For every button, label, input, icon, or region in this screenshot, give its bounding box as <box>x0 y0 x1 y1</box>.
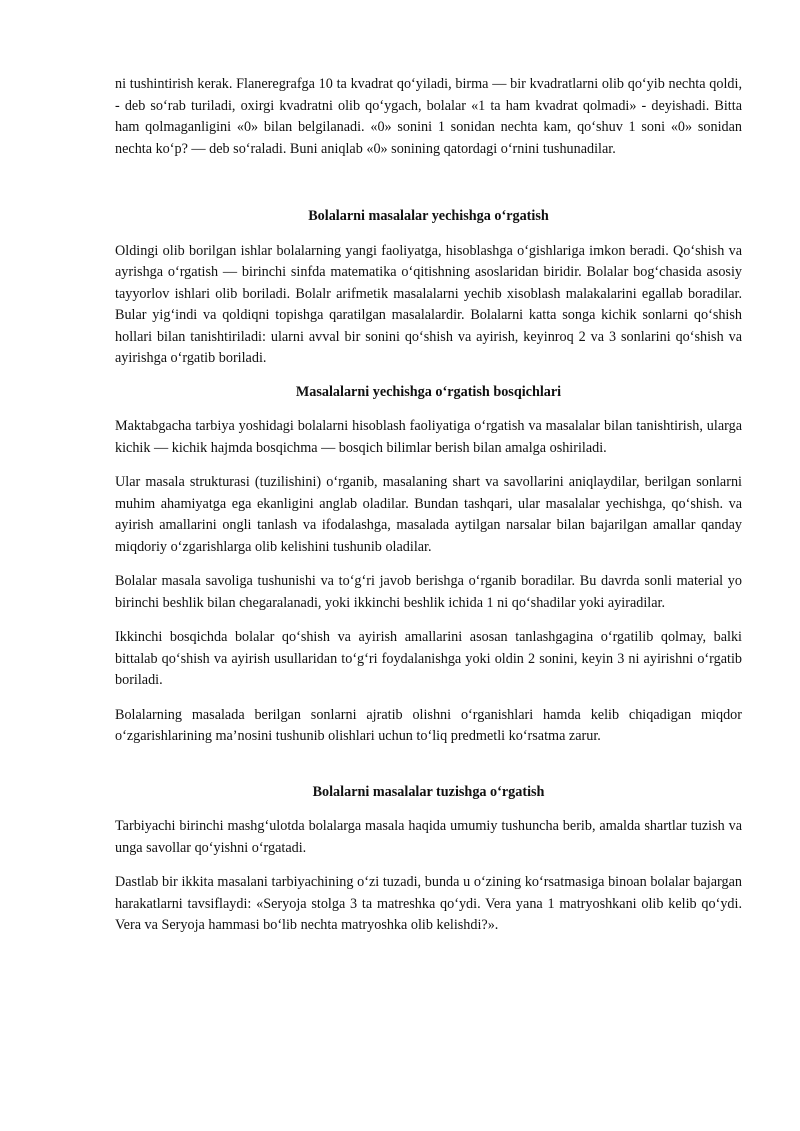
section-heading: Bolalarni masalalar yechishga o‘rgatish <box>308 208 549 224</box>
paragraph: Oldingi olib borilgan ishlar bolalarning yangi faoliyatga, hisoblashga o‘gishlariga imkon beradi. Qo‘shish va ayrishga o‘rgatish — birinchi sinfda matematika o‘qitishning asoslaridan biridir. Bolalar bog‘chasida asosiy tayyorlov ishlari olib boriladi. Bolalr arifmetik masalalarni yechib xisoblash malakalarini egallab boradilar. Bular yig‘indi va qoldiqni topishga qaratilgan masalalardir. Bolalarni katta songa kichik sonlarni qo‘shish hollari bilan tanishtiriladi: ularni avval bir sonini qo‘shish va ayirish, keyinroq 2 va 3 sonlarini qo‘shish va ayirishga o‘rgatib boriladi. <box>115 242 742 366</box>
paragraph: Ular masala strukturasi (tuzilishini) o‘rganib, masalaning shart va savollarini aniqlaydilar, berilgan sonlarni muhim ahamiyatga ega ekanligini anglab oladilar. Bundan tashqari, ular masalalar yechishga, qo‘shish. va ayirish amallarini ongli tanlash va ifodalashga, masalada aytilgan narsalar bilan bajarilgan amallar qanday miqdoriy o‘zgarishlarga olib kelishini tushunib oladilar. <box>115 474 742 555</box>
paragraph: Bolalar masala savoliga tushunishi va to‘g‘ri javob berishga o‘rganib boradilar. Bu davrda sonli material yo birinchi beshlik bilan chegaralanadi, yoki ikkinchi beshlik ichida 1 ni qo‘shadilar yoki ayiradilar. <box>115 573 742 611</box>
paragraph: Bolalarning masalada berilgan sonlarni ajratib olishni o‘rganishlari hamda kelib chiqadigan miqdor o‘zgarishlarining ma’nosini tushunib olishlari uchun to‘liq predmetli ko‘rsatma zarur. <box>115 706 742 744</box>
paragraph: Tarbiyachi birinchi mashg‘ulotda bolalarga masala haqida umumiy tushuncha berib, amalda shartlar tuzish va unga savollar qo‘yishni o‘rgatadi. <box>115 818 742 856</box>
section-heading: Masalalarni yechishga o‘rgatish bosqichlari <box>295 383 562 400</box>
paragraph: Ikkinchi bosqichda bolalar qo‘shish va ayirish amallarini asosan tanlashgagina o‘rgatilib qolmay, balki bittalab qo‘shish va ayirish usullaridan to‘g‘ri foydalanishga yoki oldin 2 sonini, keyin 3 ni ayirishni o‘rgatib boriladi. <box>115 629 742 688</box>
paragraph: ni tushintirish kerak. Flaneregrafga 10 ta kvadrat qo‘yiladi, birma — bir kvadratlarni olib qo‘yib nechta qoldi, - deb so‘rab turiladi, oxirgi kvadratni olib qo‘ygach, bolalar «1 ta ham kvadrat qolmadi» - deyishadi. Bitta ham qolmaganligini «0» bilan belgilanadi. «0» sonini 1 sonidan nechta kam, qo‘shuv 1 soni «0» sonidan nechta ko‘p? — deb so‘raladi. Buni aniqlab «0» sonining qatordagi o‘rnini tushunadilar. <box>115 76 742 157</box>
section-heading: Bolalarni masalalar tuzishga o‘rgatish <box>312 783 545 800</box>
paragraph: Maktabgacha tarbiya yoshidagi bolalarni hisoblash faoliyatiga o‘rgatish va masalalar bilan tanishtirish, ularga kichik — kichik hajmda bosqichma — bosqich bilimlar berish bilan amalga oshiriladi. <box>115 418 742 456</box>
paragraph: Dastlab bir ikkita masalani tarbiyachining o‘zi tuzadi, bunda u o‘zining ko‘rsatmasiga binoan bolalar bajargan harakatlarni tavsiflaydi: «Seryoja stolga 3 ta matreshka qo‘ydi. Vera yana 1 matryoshkani olib kelib qo‘ydi. Vera va Seryoja hammasi bo‘lib nechta matryoshka olib kelishdi?». <box>115 874 742 933</box>
